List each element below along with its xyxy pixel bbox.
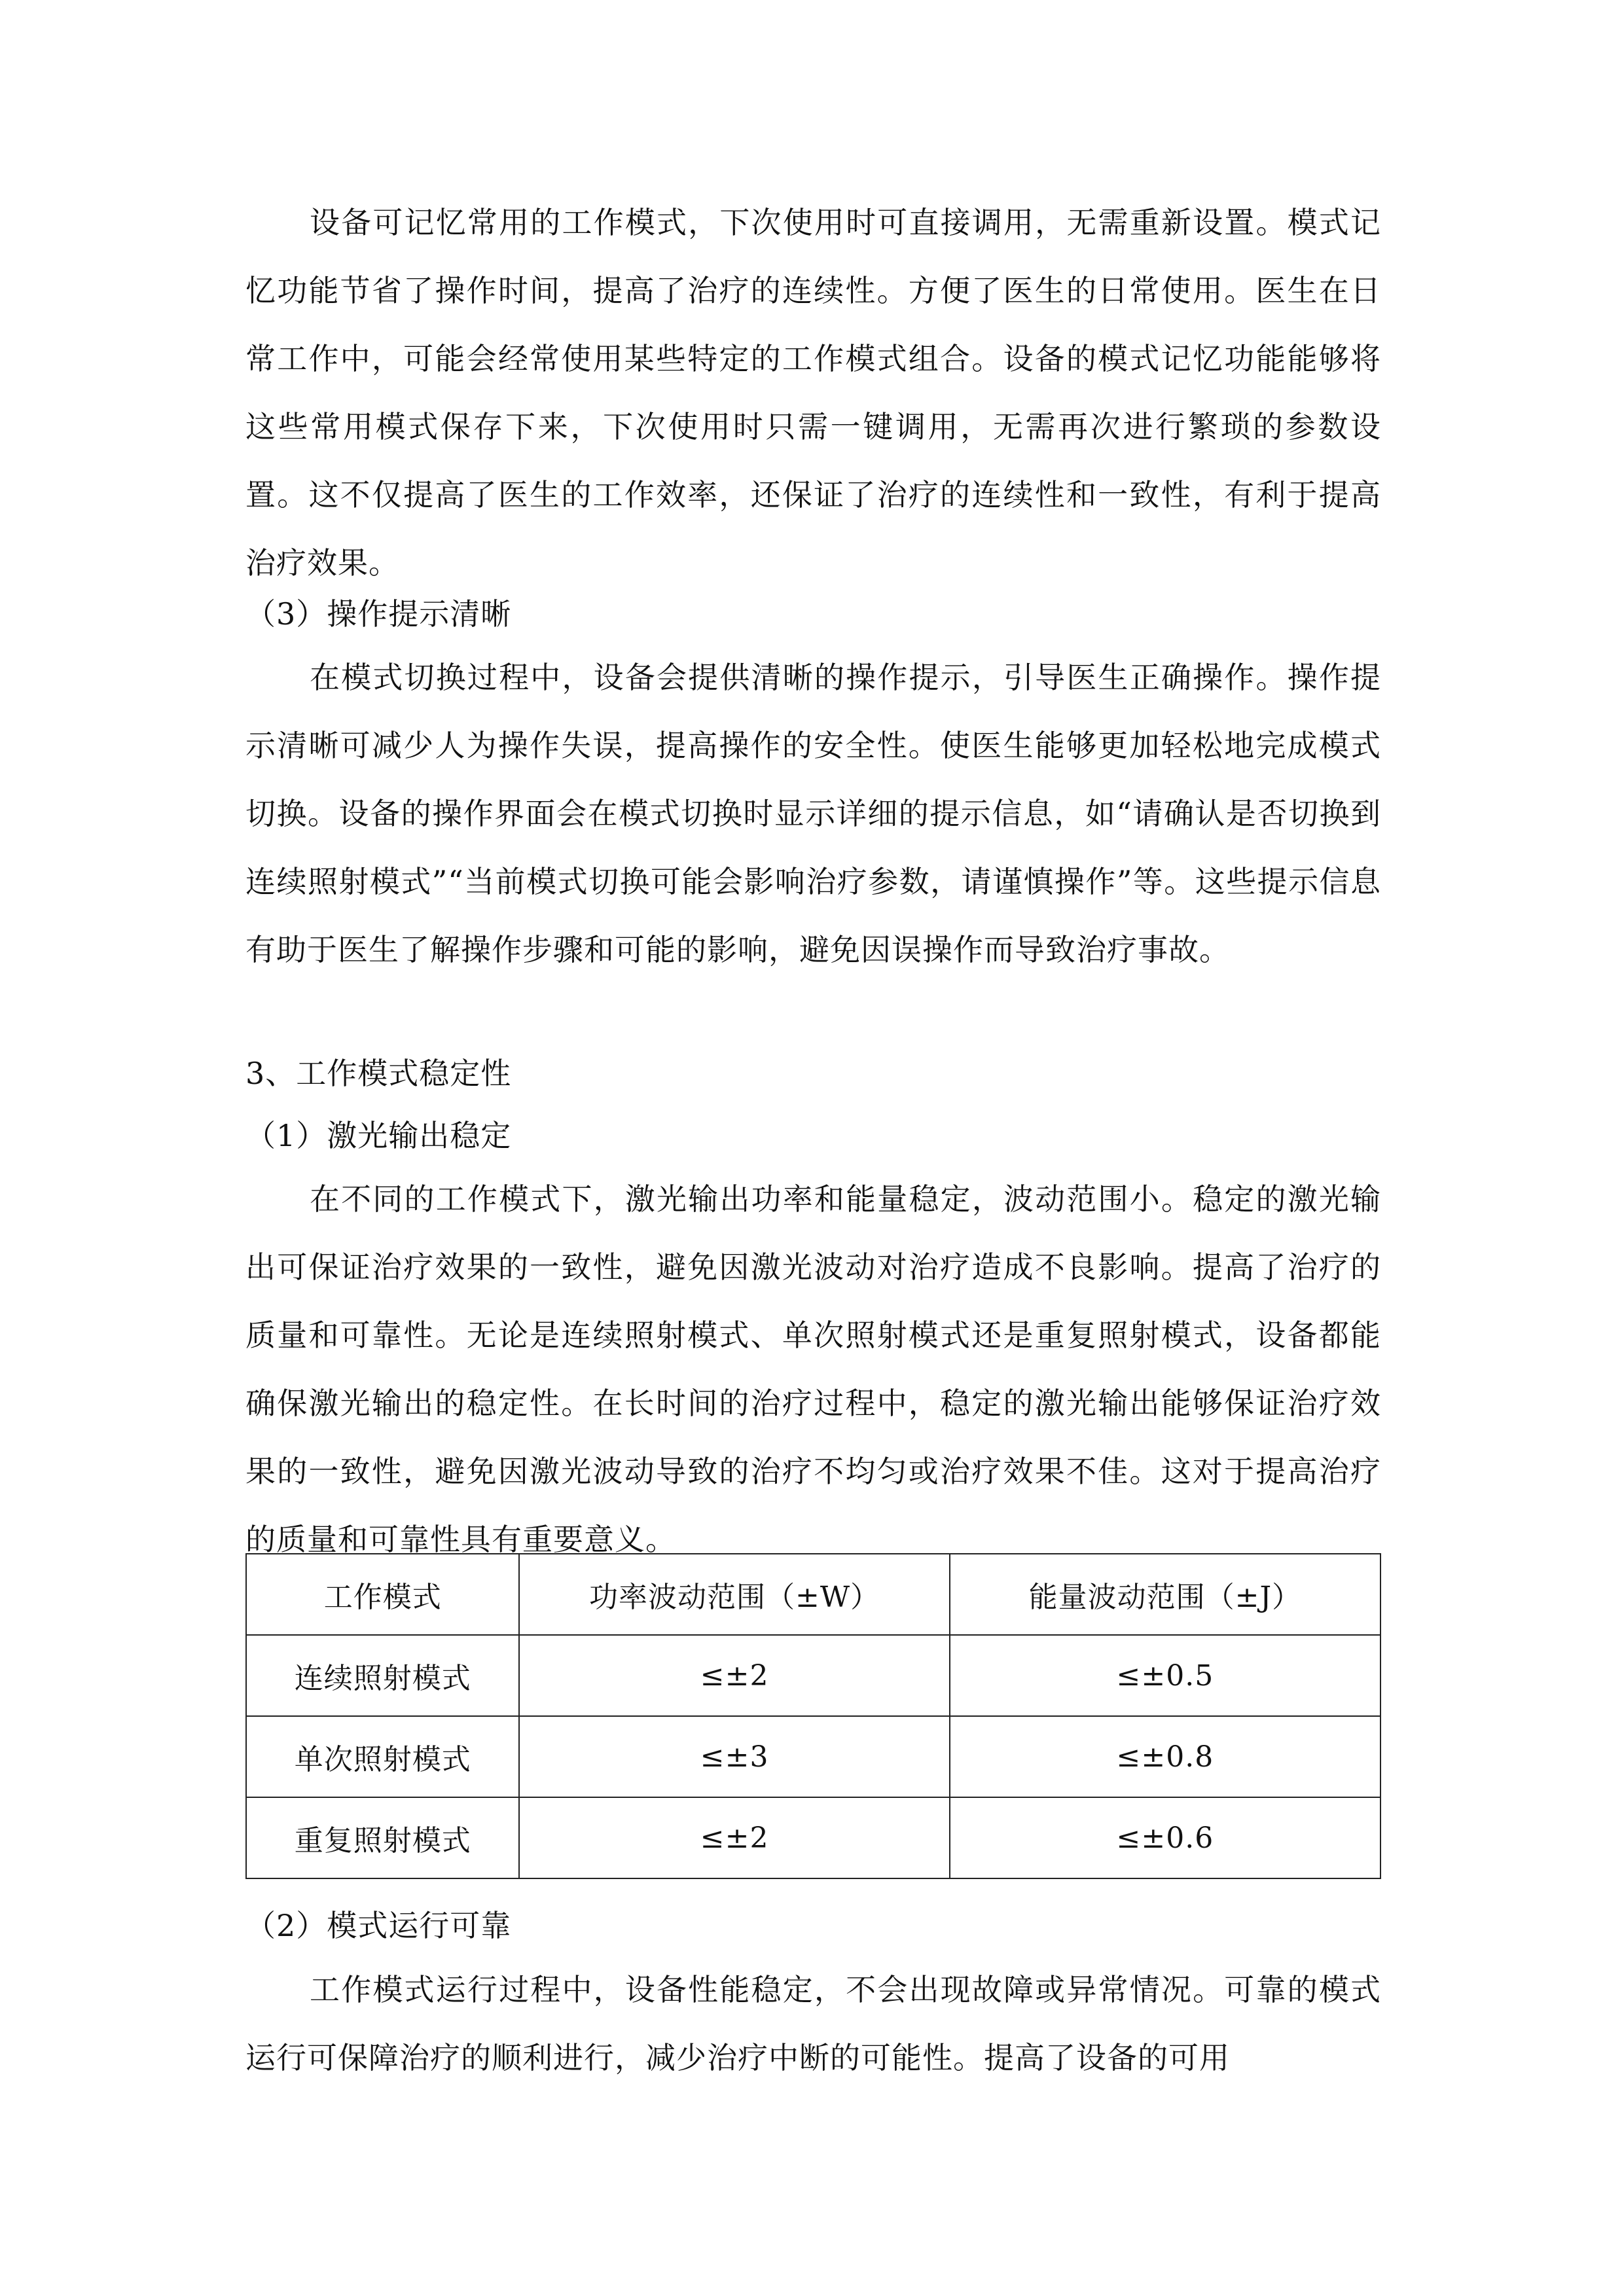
table-cell-energy: ≤±0.8: [950, 1716, 1380, 1797]
table-cell-energy: ≤±0.5: [950, 1635, 1380, 1716]
table-header-row: [246, 1554, 1380, 1635]
table-cell-mode: 单次照射模式: [246, 1716, 519, 1797]
table-row: [246, 1716, 1380, 1797]
paragraph-operation-prompts: 在模式切换过程中，设备会提供清晰的操作提示，引导医生正确操作。操作提示清晰可减少人为操作失误，提高操作的安全性。使医生能够更加轻松地完成模式切换。设备的操作界面会在模式切换时显示详细的提示信息，如“请确认是否切换到连续照射模式”“当前模式切换可能会影响治疗参数，请谨慎操作”等。这些提示信息有助于医生了解操作步骤和可能的影响，避免因误操作而导致治疗事故。: [245, 660, 1381, 967]
table-row: [246, 1797, 1380, 1878]
table-cell-power: ≤±3: [519, 1716, 949, 1797]
table-cell-mode: 连续照射模式: [246, 1635, 519, 1716]
subheading-laser-output-stability: （1）激光输出稳定: [245, 1118, 512, 1153]
paragraph-mode-reliability: 工作模式运行过程中，设备性能稳定，不会出现故障或异常情况。可靠的模式运行可保障治疗的顺利进行，减少治疗中断的可能性。提高了设备的可用: [245, 1972, 1381, 2075]
table-cell-power: ≤±2: [519, 1635, 949, 1716]
section-heading-mode-stability: 3、工作模式稳定性: [245, 1056, 512, 1091]
table-cell-mode: 重复照射模式: [246, 1797, 519, 1878]
table-row: [246, 1635, 1380, 1716]
table-header-energy: 能量波动范围（±J）: [950, 1554, 1380, 1635]
fluctuation-table: [245, 1553, 1381, 1879]
table-header-mode: 工作模式: [246, 1554, 519, 1635]
table-cell-energy: ≤±0.6: [950, 1797, 1380, 1878]
table-cell-power: ≤±2: [519, 1797, 949, 1878]
table-header-power: 功率波动范围（±W）: [519, 1554, 949, 1635]
subheading-operation-prompts: （3）操作提示清晰: [245, 596, 512, 632]
subheading-mode-reliability: （2）模式运行可靠: [245, 1908, 512, 1943]
paragraph-mode-memory: 设备可记忆常用的工作模式，下次使用时可直接调用，无需重新设置。模式记忆功能节省了操作时间，提高了治疗的连续性。方便了医生的日常使用。医生在日常工作中，可能会经常使用某些特定的工作模式组合。设备的模式记忆功能能够将这些常用模式保存下来，下次使用时只需一键调用，无需再次进行繁琐的参数设置。这不仅提高了医生的工作效率，还保证了治疗的连续性和一致性，有利于提高治疗效果。: [245, 205, 1381, 581]
paragraph-laser-output-stability: 在不同的工作模式下，激光输出功率和能量稳定，波动范围小。稳定的激光输出可保证治疗效果的一致性，避免因激光波动对治疗造成不良影响。提高了治疗的质量和可靠性。无论是连续照射模式、单次照射模式还是重复照射模式，设备都能确保激光输出的稳定性。在长时间的治疗过程中，稳定的激光输出能够保证治疗效果的一致性，避免因激光波动导致的治疗不均匀或治疗效果不佳。这对于提高治疗的质量和可靠性具有重要意义。: [245, 1181, 1381, 1557]
